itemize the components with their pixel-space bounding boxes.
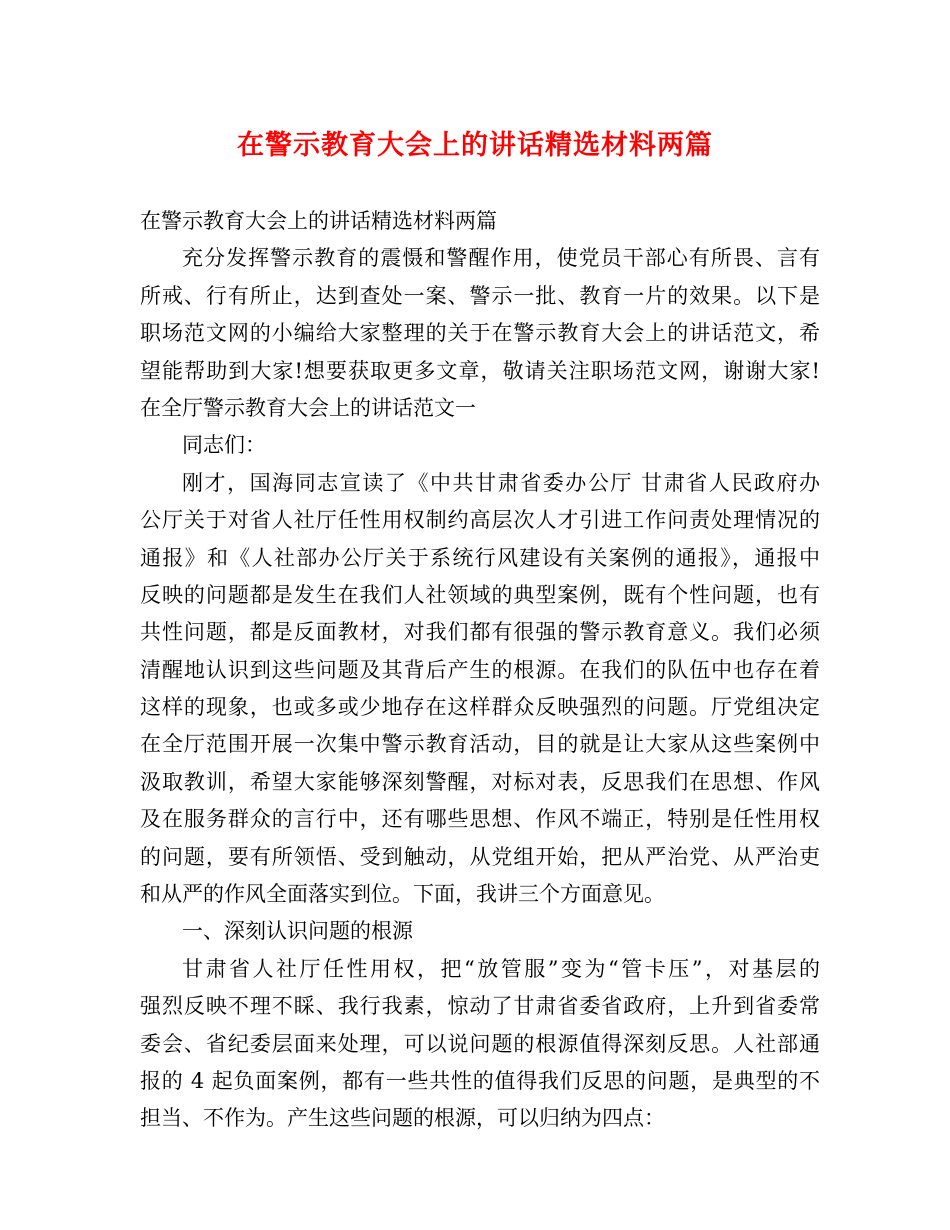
text-line: 一、深刻认识问题的根源 bbox=[182, 919, 413, 944]
text-line: 担当、不作为。产生这些问题的根源，可以归纳为四点： bbox=[140, 1106, 665, 1131]
text-line: 职场范文网的小编给大家整理的关于在警示教育大会上的讲话范文，希 bbox=[140, 321, 820, 346]
text-line: 所戒、行有所止，达到查处一案、警示一批、教育一片的效果。以下是 bbox=[140, 283, 820, 308]
text-line: 公厅关于对省人社厅任性用权制约高层次人才引进工作问责处理情况的 bbox=[140, 508, 820, 533]
text-line: 同志们： bbox=[182, 433, 266, 458]
text-line: 充分发挥警示教育的震慑和警醒作用，使党员干部心有所畏、言有 bbox=[182, 246, 820, 271]
text-line: 甘肃省人社厅任性用权，把“放管服”变为“管卡压”，对基层的 bbox=[182, 956, 820, 981]
text-line: 强烈反映不理不睬、我行我素，惊动了甘肃省委省政府，上升到省委常 bbox=[140, 994, 820, 1019]
text-line: 汲取教训，希望大家能够深刻警醒，对标对表，反思我们在思想、作风 bbox=[140, 769, 820, 794]
text-line: 反映的问题都是发生在我们人社领域的典型案例，既有个性问题，也有 bbox=[140, 582, 820, 607]
text-line: 委会、省纪委层面来处理，可以说问题的根源值得深刻反思。人社部通 bbox=[140, 1031, 820, 1056]
text-line: 和从严的作风全面落实到位。下面，我讲三个方面意见。 bbox=[140, 882, 665, 907]
text-line: 报的 4 起负面案例，都有一些共性的值得我们反思的问题，是典型的不 bbox=[140, 1068, 820, 1093]
text-line: 这样的现象，也或多或少地存在这样群众反映强烈的问题。厅党组决定 bbox=[140, 695, 820, 720]
text-line: 在全厅范围开展一次集中警示教育活动，目的就是让大家从这些案例中 bbox=[140, 732, 820, 757]
text-line: 通报》和《人社部办公厅关于系统行风建设有关案例的通报》，通报中 bbox=[140, 545, 820, 570]
text-line: 的问题，要有所领悟、受到触动，从党组开始，把从严治党、从严治吏 bbox=[140, 844, 820, 869]
document-title: 在警示教育大会上的讲话精选材料两篇 bbox=[237, 130, 713, 161]
document-body bbox=[140, 203, 820, 1138]
text-line: 及在服务群众的言行中，还有哪些思想、作风不端正，特别是任性用权 bbox=[140, 807, 820, 832]
text-line: 共性问题，都是反面教材，对我们都有很强的警示教育意义。我们必须 bbox=[140, 620, 820, 645]
text-line: 在警示教育大会上的讲话精选材料两篇 bbox=[140, 209, 497, 233]
text-line: 刚才，国海同志宣读了《中共甘肃省委办公厅 甘肃省人民政府办 bbox=[182, 470, 820, 495]
text-line: 望能帮助到大家!想要获取更多文章，敬请关注职场范文网，谢谢大家! bbox=[140, 358, 820, 383]
text-line: 清醒地认识到这些问题及其背后产生的根源。在我们的队伍中也存在着 bbox=[140, 657, 820, 682]
text-line: 在全厅警示教育大会上的讲话范文一 bbox=[140, 395, 476, 420]
